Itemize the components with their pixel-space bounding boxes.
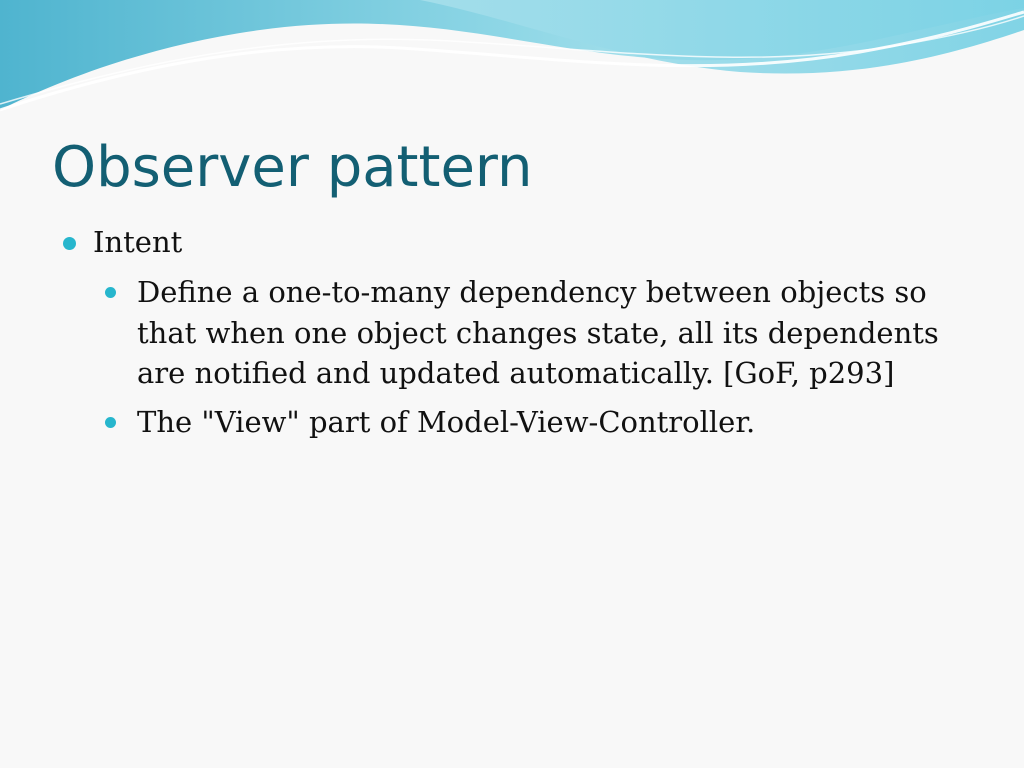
bullet-list bbox=[62, 222, 962, 450]
sub-bullet-text: The "View" part of Model-View-Controller. bbox=[137, 404, 756, 439]
sub-bullet-item bbox=[100, 402, 962, 443]
sub-bullet-item bbox=[100, 272, 962, 394]
sub-bullet-icon bbox=[105, 417, 116, 428]
bullet-icon bbox=[63, 237, 76, 250]
sub-bullet-icon bbox=[105, 287, 116, 298]
bullet-item-intent bbox=[62, 222, 962, 262]
sub-bullet-list bbox=[100, 272, 962, 442]
slide-title: Observer pattern bbox=[52, 135, 533, 200]
bullet-text: Intent bbox=[93, 225, 183, 259]
sub-bullet-text: Define a one-to-many dependency between objects so that when one object changes state, all its dependents are notified and updated automatically. [GoF, p293] bbox=[137, 275, 939, 390]
header-wave-decoration bbox=[0, 0, 1024, 120]
